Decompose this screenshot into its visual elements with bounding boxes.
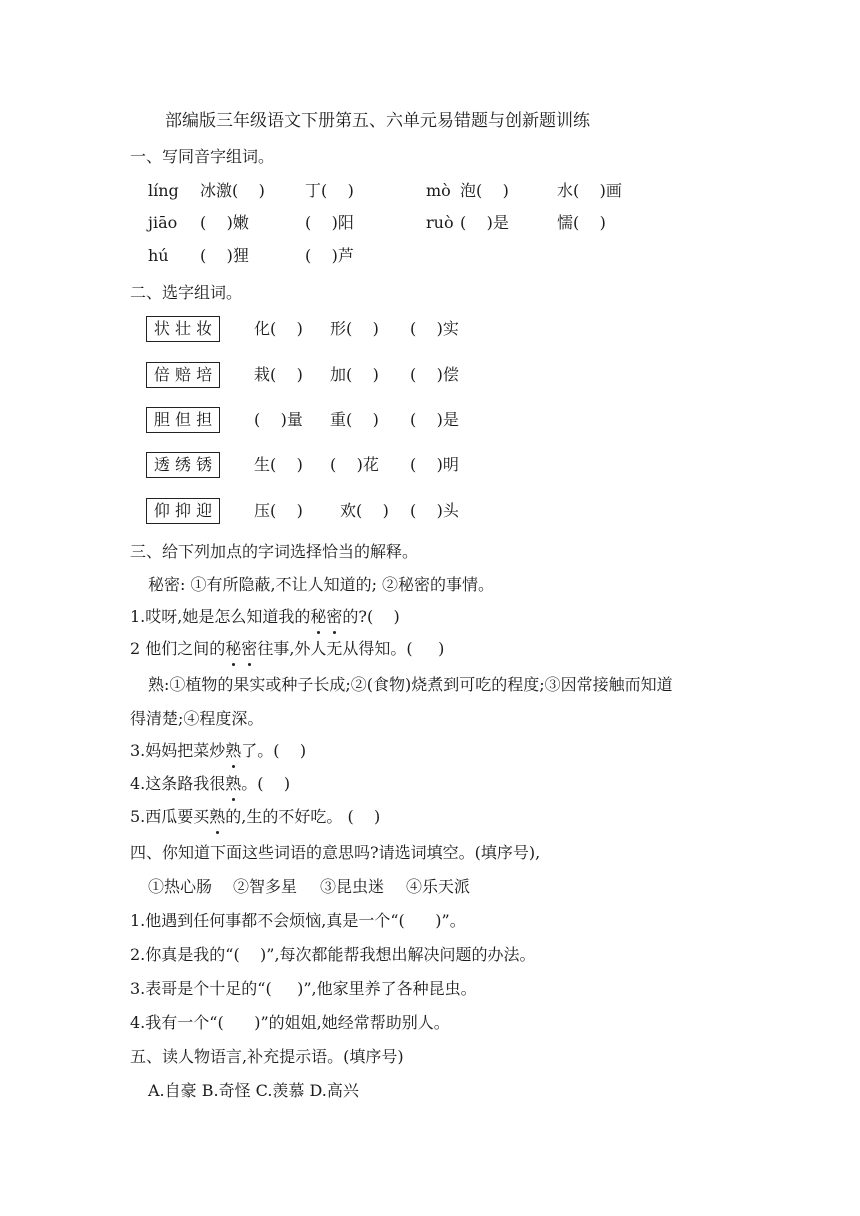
question-3: 3.妈妈把菜炒熟了。( ) [130,741,307,760]
section-1-heading: 一、写同音字组词。 [130,147,275,166]
pinyin-hu: hú [148,246,169,265]
word-blank: 化( ) [254,319,303,338]
word-blank: 泡( ) [460,181,509,200]
dotted-char: 熟 [225,774,242,793]
word-blank: ( )明 [410,455,459,474]
word-blank: 生( ) [254,455,303,474]
definition-shu: 熟:①植物的果实或种子长成;②(食物)烧煮到可吃的程度;③因常接触而知道 [148,675,673,694]
dotted-char: 秘 [225,639,242,658]
word-blank: 压( ) [254,501,303,520]
section-3-heading: 三、给下列加点的字词选择恰当的解释。 [130,542,419,561]
word-blank: 重( ) [330,410,379,429]
word-blank: ( )量 [254,410,303,429]
definition-mimi: 秘密: ①有所隐蔽,不让人知道的; ②秘密的事情。 [148,575,495,594]
dotted-char: 熟 [209,807,226,826]
pinyin-ruo: ruò [426,213,454,232]
fill-question-2: 2.你真是我的“( )”,每次都能帮我想出解决问题的办法。 [130,945,536,964]
word-blank: ( )狸 [200,246,249,265]
word-blank: 欢( ) [340,501,389,520]
option-2: ②智多星 [233,877,298,896]
section-4-heading: 四、你知道下面这些词语的意思吗?请选词填空。(填序号), [130,843,541,862]
word-blank: 栽( ) [254,365,303,384]
section-5-heading: 五、读人物语言,补充提示语。(填序号) [130,1047,404,1066]
word-blank: ( )芦 [305,246,354,265]
tone-options: A.自豪 B.奇怪 C.羡慕 D.高兴 [148,1081,359,1100]
section-2-heading: 二、选字组词。 [130,283,243,302]
dotted-char: 秘 [310,607,327,626]
option-3: ③昆虫迷 [320,877,385,896]
char-choice-box: 胆 但 担 [146,407,220,433]
dotted-char: 密 [241,639,258,658]
word-blank: ( )是 [410,410,459,429]
option-4: ④乐天派 [406,877,471,896]
word-blank: ( )偿 [410,365,459,384]
fill-question-3: 3.表哥是个十足的“( )”,他家里养了各种昆虫。 [130,979,477,998]
question-5: 5.西瓜要买熟的,生的不好吃。 ( ) [130,807,381,826]
dotted-char: 密 [326,607,343,626]
word-blank: 水( )画 [557,181,622,200]
question-2: 2 他们之间的秘密往事,外人无从得知。( ) [130,639,445,658]
definition-shu-cont: 得清楚;④程度深。 [130,709,264,728]
char-choice-box: 倍 赔 培 [146,362,220,388]
question-4: 4.这条路我很熟。( ) [130,774,291,793]
word-blank: ( )实 [410,319,459,338]
char-choice-box: 状 壮 妆 [146,316,220,342]
word-blank: ( )阳 [305,213,354,232]
pinyin-jiao: jiāo [148,213,178,232]
word-blank: ( )是 [460,213,509,232]
word-blank: ( )头 [410,501,459,520]
fill-question-1: 1.他遇到任何事都不会烦恼,真是一个“( )”。 [130,911,466,930]
word-blank: 形( ) [330,319,379,338]
word-blank: 丁( ) [305,181,354,200]
pinyin-mo: mò [426,181,451,200]
page-title: 部编版三年级语文下册第五、六单元易错题与创新题训练 [165,111,590,131]
char-choice-box: 仰 抑 迎 [146,498,220,524]
option-1: ①热心肠 [148,877,213,896]
char-choice-box: 透 绣 锈 [146,452,220,478]
word-blank: 冰激( ) [200,181,265,200]
word-blank: ( )嫩 [200,213,249,232]
dotted-char: 熟 [225,741,242,760]
word-blank: ( )花 [330,455,379,474]
word-blank: 加( ) [330,365,379,384]
question-1: 1.哎呀,她是怎么知道我的秘密的?( ) [130,607,400,626]
fill-question-4: 4.我有一个“( )”的姐姐,她经常帮助别人。 [130,1013,450,1032]
word-blank: 懦( ) [557,213,606,232]
pinyin-ling: líng [148,181,179,200]
